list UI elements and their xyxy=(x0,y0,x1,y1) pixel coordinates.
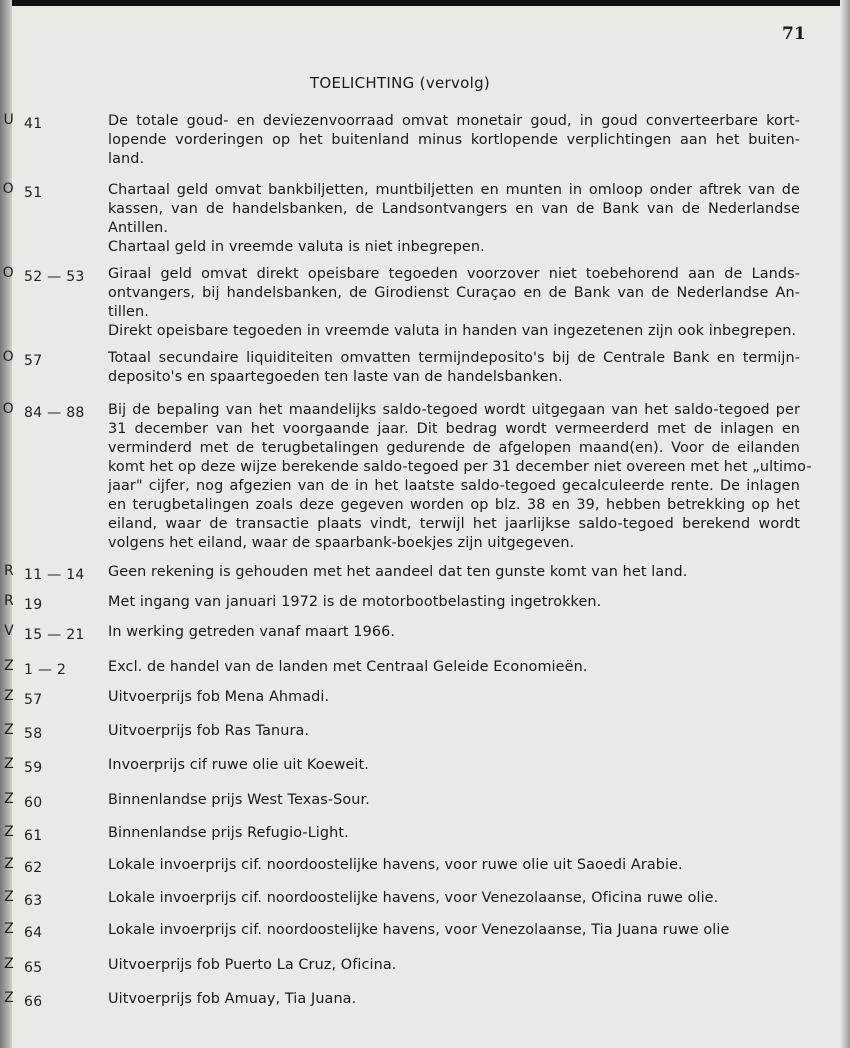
table-letter: O xyxy=(2,349,14,365)
text-line: Uitvoerprijs fob Puerto La Cruz, Oficina. xyxy=(108,957,397,973)
text-line: Binnenlandse prijs Refugio-Light. xyxy=(108,825,349,841)
text-line: tillen. xyxy=(108,304,149,320)
text-line: Lokale invoerprijs cif. noordoostelijke havens, voor Venezolaanse, Tia Juana ruwe olie xyxy=(108,922,730,938)
note-text xyxy=(108,563,800,582)
table-letter: Z xyxy=(4,756,14,772)
table-letter: Z xyxy=(4,889,14,905)
note-reference xyxy=(4,623,85,643)
text-line: 31 december van het voorgaande jaar. Dit bedrag wordt vermeerderd met de inlagen en xyxy=(108,421,800,437)
row-numbers: 65 xyxy=(24,960,43,976)
table-letter: R xyxy=(3,563,14,579)
row-numbers: 11 — 14 xyxy=(24,567,85,583)
note-text xyxy=(108,112,800,169)
row-numbers: 58 xyxy=(24,726,43,742)
table-letter: Z xyxy=(4,990,14,1006)
page-right-edge xyxy=(840,0,850,1048)
note-text xyxy=(108,265,800,341)
text-line: land. xyxy=(108,151,145,167)
row-numbers: 64 xyxy=(24,925,43,941)
page-title: TOELICHTING (vervolg) xyxy=(309,74,491,92)
text-line: deposito's en spaartegoeden ten laste van de handelsbanken. xyxy=(108,369,563,385)
row-numbers: 19 xyxy=(24,597,43,613)
note-reference xyxy=(4,593,42,613)
note-text xyxy=(108,824,800,843)
text-line: Uitvoerprijs fob Ras Tanura. xyxy=(108,723,310,739)
row-numbers: 84 — 88 xyxy=(24,405,85,421)
row-numbers: 52 — 53 xyxy=(24,269,85,285)
table-letter: R xyxy=(3,593,14,609)
text-line: ontvangers, bij handelsbanken, de Girodienst Curaçao en de Bank van de Nederlandse An- xyxy=(108,285,800,301)
table-letter: Z xyxy=(4,658,14,674)
row-numbers: 57 xyxy=(24,692,43,708)
text-line: Invoerprijs cif ruwe olie uit Koeweit. xyxy=(108,757,369,773)
table-letter: O xyxy=(2,401,14,417)
text-line: Uitvoerprijs fob Mena Ahmadi. xyxy=(108,689,330,705)
text-line: verminderd met de terugbetalingen gedurende de afgelopen maand(en). Voor de eilanden xyxy=(108,440,800,456)
table-letter: Z xyxy=(4,956,14,972)
table-letter: O xyxy=(2,265,14,281)
table-letter: V xyxy=(4,623,14,639)
text-line: Totaal secundaire liquiditeiten omvatten termijndeposito's bij de Centrale Bank en termijn- xyxy=(108,350,800,366)
note-reference xyxy=(4,181,42,201)
row-numbers: 61 xyxy=(24,828,43,844)
text-line: Met ingang van januari 1972 is de motorbootbelasting ingetrokken. xyxy=(108,594,602,610)
text-line: Lokale invoerprijs cif. noordoostelijke havens, voor Venezolaanse, Oficina ruwe olie. xyxy=(108,890,719,906)
note-reference xyxy=(4,824,42,844)
text-line: Excl. de handel van de landen met Centraal Geleide Economieën. xyxy=(108,659,588,675)
table-letter: Z xyxy=(4,824,14,840)
text-line: Bij de bepaling van het maandelijks saldo-tegoed wordt uitgegaan van het saldo-tegoed per xyxy=(108,402,800,418)
note-text xyxy=(108,791,800,810)
note-text xyxy=(108,593,800,612)
table-letter: Z xyxy=(4,856,14,872)
note-reference xyxy=(4,401,85,421)
note-reference xyxy=(4,563,85,583)
note-reference xyxy=(4,856,42,876)
row-numbers: 57 xyxy=(24,353,43,369)
text-line: lopende vorderingen op het buitenland minus kortlopende verplichtingen aan het buiten- xyxy=(108,132,800,148)
note-text xyxy=(108,956,800,975)
row-numbers: 1 — 2 xyxy=(24,662,67,678)
note-text xyxy=(108,181,800,257)
text-line: volgens het eiland, waar de spaarbank-boekjes zijn uitgegeven. xyxy=(108,535,575,551)
note-reference xyxy=(4,956,42,976)
text-line: In werking getreden vanaf maart 1966. xyxy=(108,624,396,640)
text-line: eiland, waar de transactie plaats vindt, terwijl het jaarlijkse saldo-tegoed berekend wordt xyxy=(108,516,800,532)
note-text xyxy=(108,349,800,387)
note-text xyxy=(108,623,800,642)
row-numbers: 60 xyxy=(24,795,43,811)
text-line: jaar" cijfer, nog afgezien van de in het laatste saldo-tegoed gecalculeerde rente. De inlagen xyxy=(108,478,800,494)
note-reference xyxy=(4,112,42,132)
text-line: De totale goud- en deviezenvoorraad omvat monetair goud, in goud converteerbare kort- xyxy=(108,113,800,129)
row-numbers: 15 — 21 xyxy=(24,627,85,643)
note-text xyxy=(108,688,800,707)
note-text xyxy=(108,658,800,677)
note-reference xyxy=(4,921,42,941)
text-line: en terugbetalingen zoals deze gegeven worden op blz. 38 en 39, hebben betrekking op het xyxy=(108,497,800,513)
text-line: komt het op deze wijze berekende saldo-tegoed per 31 december niet overeen met het „ultimo- xyxy=(108,459,812,475)
row-numbers: 59 xyxy=(24,760,43,776)
text-line: Binnenlandse prijs West Texas-Sour. xyxy=(108,792,370,808)
note-reference xyxy=(4,756,42,776)
text-line: Chartaal geld omvat bankbiljetten, muntbiljetten en munten in omloop onder aftrek van de xyxy=(108,182,800,198)
scan-top-edge xyxy=(0,0,850,6)
note-reference xyxy=(4,349,42,369)
note-text xyxy=(108,990,800,1009)
table-letter: Z xyxy=(4,722,14,738)
text-line: Antillen. xyxy=(108,220,169,236)
text-line: Uitvoerprijs fob Amuay, Tia Juana. xyxy=(108,991,357,1007)
note-reference xyxy=(4,791,42,811)
note-text xyxy=(108,756,800,775)
note-reference xyxy=(4,265,85,285)
table-letter: U xyxy=(3,112,14,128)
row-numbers: 41 xyxy=(24,116,43,132)
note-text xyxy=(108,856,800,875)
table-letter: Z xyxy=(4,688,14,704)
text-line: Lokale invoerprijs cif. noordoostelijke havens, voor ruwe olie uit Saoedi Arabie. xyxy=(108,857,683,873)
table-letter: Z xyxy=(4,791,14,807)
row-numbers: 51 xyxy=(24,185,43,201)
row-numbers: 63 xyxy=(24,893,43,909)
note-text xyxy=(108,401,812,553)
note-reference xyxy=(4,889,42,909)
note-text xyxy=(108,722,800,741)
note-text xyxy=(108,921,800,940)
note-text xyxy=(108,889,800,908)
row-numbers: 66 xyxy=(24,994,43,1010)
row-numbers: 62 xyxy=(24,860,43,876)
text-line: Giraal geld omvat direkt opeisbare tegoeden voorzover niet toebehorend aan de Lands- xyxy=(108,266,800,282)
page-number: 71 xyxy=(782,24,806,44)
table-letter: Z xyxy=(4,921,14,937)
text-line: Direkt opeisbare tegoeden in vreemde valuta in handen van ingezetenen zijn ook inbegrepen. xyxy=(108,323,797,339)
text-line: kassen, van de handelsbanken, de Landsontvangers en van de Bank van de Nederlandse xyxy=(108,201,800,217)
note-reference xyxy=(4,688,42,708)
text-line: Chartaal geld in vreemde valuta is niet inbegrepen. xyxy=(108,239,485,255)
text-line: Geen rekening is gehouden met het aandeel dat ten gunste komt van het land. xyxy=(108,564,688,580)
note-reference xyxy=(4,722,42,742)
note-reference xyxy=(4,990,42,1010)
table-letter: O xyxy=(2,181,14,197)
note-reference xyxy=(4,658,66,678)
